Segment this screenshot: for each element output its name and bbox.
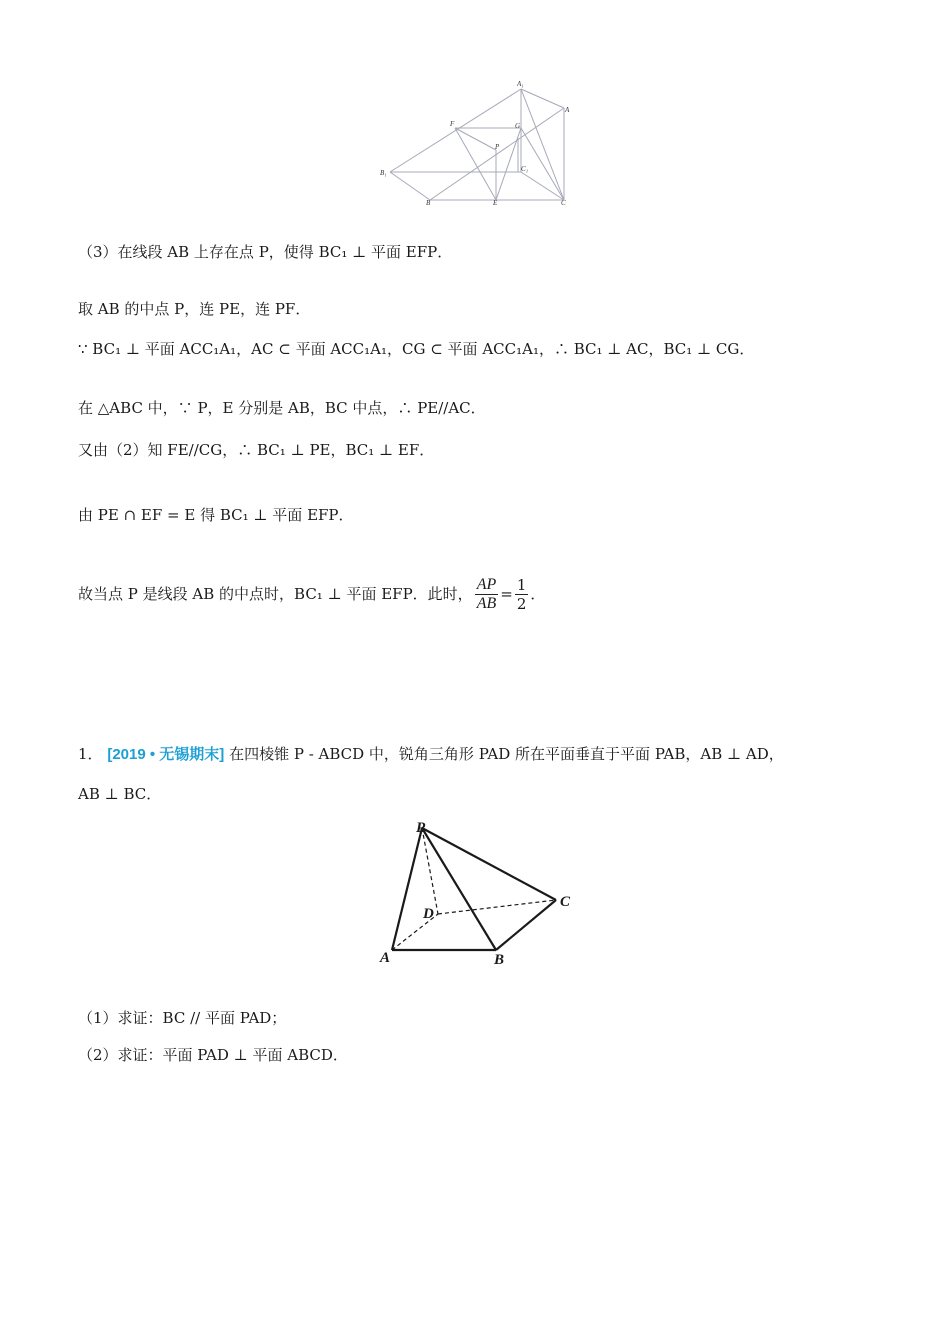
solution-step1: 取 AB 的中点 P，连 PE，连 PF．: [78, 300, 311, 318]
fraction-ap-ab: [475, 576, 499, 613]
problem-line2: AB ⊥ BC．: [78, 785, 162, 803]
label-D: D: [423, 906, 434, 922]
label-A: A: [565, 106, 570, 114]
question-1: （1）求证：BC // 平面 PAD；: [78, 1009, 287, 1027]
frac-equals: =: [500, 585, 513, 603]
problem-number: 1．: [78, 745, 103, 763]
label-G: G: [515, 122, 521, 130]
label-C1: C₁: [521, 165, 529, 173]
label-C: C: [561, 199, 566, 207]
label-E: E: [493, 199, 498, 207]
problem-line1: [78, 744, 784, 765]
label-A1: A₁: [517, 80, 524, 88]
half-denominator: 2: [516, 594, 527, 613]
label-B2: B: [494, 952, 505, 968]
solution-part3: （3）在线段 AB 上存在点 P，使得 BC₁ ⊥ 平面 EFP．: [78, 243, 453, 261]
question-2: （2）求证：平面 PAD ⊥ 平面 ABCD．: [78, 1046, 348, 1064]
label-P2: P: [416, 820, 426, 836]
prism-figure: [378, 78, 578, 210]
label-B: B: [426, 199, 431, 207]
pyramid-figure: [378, 818, 582, 968]
problem-statement: 在四棱锥 P - ABCD 中，锐角三角形 PAD 所在平面垂直于平面 PAB，AB ⊥ AD，: [229, 745, 784, 763]
frac-numerator: AP: [476, 575, 497, 593]
problem-source-tag: [2019 • 无锡期末]: [107, 746, 225, 763]
label-B1: B₁: [380, 169, 387, 177]
fraction-half: [515, 576, 529, 613]
label-C2: C: [560, 894, 571, 910]
label-A2: A: [380, 950, 391, 966]
solution-step2: ∵ BC₁ ⊥ 平面 ACC₁A₁，AC ⊂ 平面 ACC₁A₁，CG ⊂ 平面 ACC₁A₁，∴ BC₁ ⊥ AC，BC₁ ⊥ CG．: [78, 340, 755, 358]
solution-step3: 在 △ABC 中，∵ P，E 分别是 AB，BC 中点，∴ PE//AC．: [78, 399, 486, 417]
step6-text: 故当点 P 是线段 AB 的中点时，BC₁ ⊥ 平面 EFP．此时，: [78, 585, 473, 603]
label-P: P: [495, 143, 500, 151]
solution-step4: 又由（2）知 FE//CG，∴ BC₁ ⊥ PE，BC₁ ⊥ EF．: [78, 441, 435, 459]
step6-end: ．: [530, 585, 546, 603]
half-numerator: 1: [516, 575, 527, 594]
frac-denominator: AB: [476, 594, 497, 612]
solution-step6: [78, 572, 545, 616]
label-F: F: [450, 120, 455, 128]
solution-step5: 由 PE ∩ EF = E 得 BC₁ ⊥ 平面 EFP．: [78, 506, 354, 524]
